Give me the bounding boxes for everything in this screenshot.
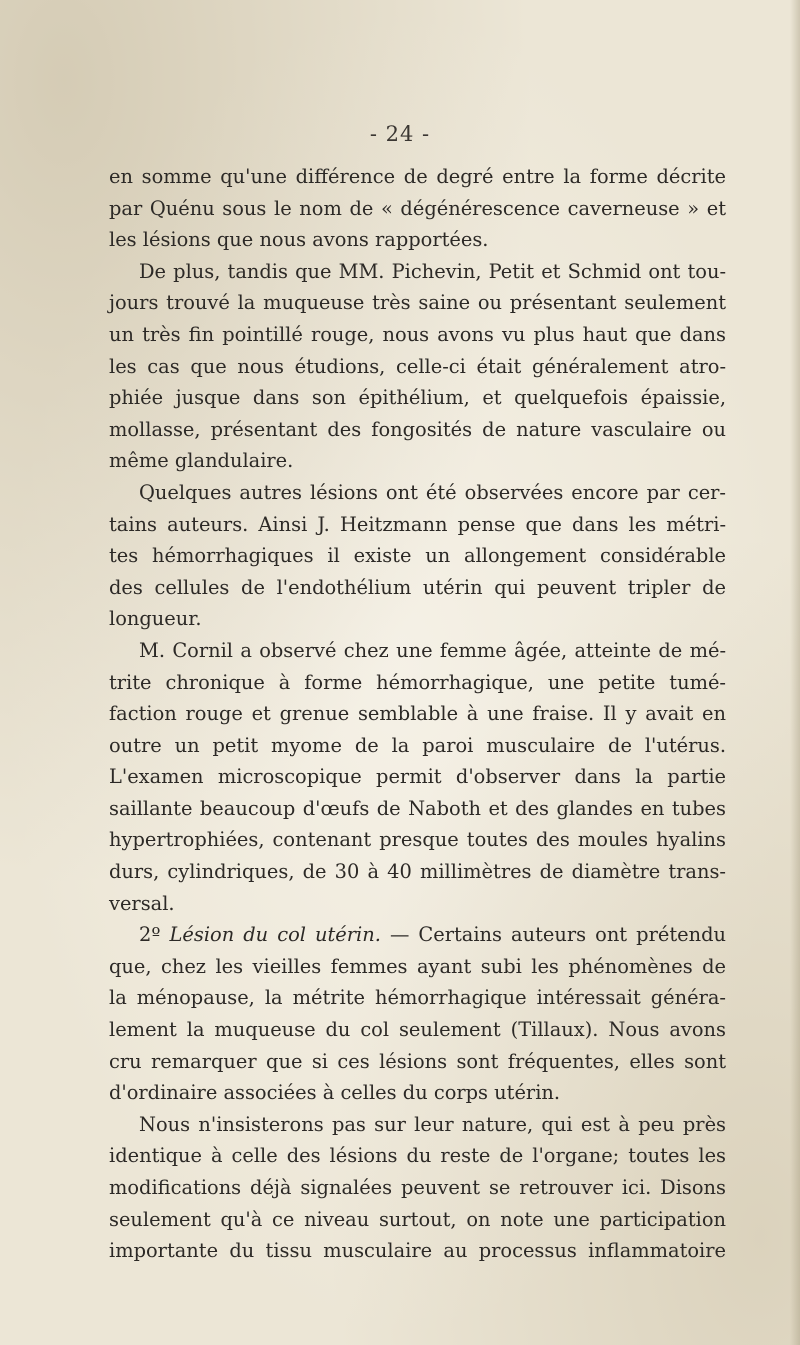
text-line: Quelques autres lésions ont été observées encore par cer- xyxy=(139,480,726,504)
text-line: mollasse, présentant des fongosités de nature vasculaire ou xyxy=(109,417,726,441)
text-line: hypertrophiées, contenant presque toutes des moules hyalins xyxy=(109,828,726,852)
text-line: Nous n'insisterons pas sur leur nature, qui est à peu près xyxy=(139,1112,726,1136)
text-line: identique à celle des lésions du reste de l'organe; toutes les xyxy=(109,1144,726,1168)
text-line: phiée jusque dans son épithélium, et quelquefois épaissie, xyxy=(109,386,726,410)
text-line: un très fin pointillé rouge, nous avons vu plus haut que dans xyxy=(109,322,726,346)
text-line: cru remarquer que si ces lésions sont fréquentes, elles sont xyxy=(109,1049,726,1073)
text-line: par Quénu sous le nom de « dégénérescence caverneuse » et xyxy=(109,196,726,220)
text-line: importante du tissu musculaire au processus inflammatoire xyxy=(109,1239,726,1263)
section-lead-text: — Certains auteurs ont prétendu xyxy=(389,923,726,947)
text-line: modifications déjà signalées peuvent se retrouver ici. Disons xyxy=(109,1176,726,1199)
text-line: longueur. xyxy=(109,607,202,631)
text-line: tes hémorrhagiques il existe un allongement considérable xyxy=(109,544,726,568)
section-number: 2º xyxy=(139,923,161,947)
text-line: outre un petit myome de la paroi musculaire de l'utérus. xyxy=(109,733,726,757)
section-title: Lésion du col utérin. xyxy=(169,923,381,947)
text-line: jours trouvé la muqueuse très saine ou présentant seulement xyxy=(109,291,726,315)
text-line: saillante beaucoup d'œufs de Naboth et des glandes en tubes xyxy=(109,796,726,820)
section-heading-line xyxy=(109,919,726,951)
text-line: seulement qu'à ce niveau surtout, on note une participation xyxy=(109,1207,726,1231)
text-line: De plus, tandis que MM. Pichevin, Petit et Schmid ont tou- xyxy=(139,259,726,283)
text-line: en somme qu'une différence de degré entre la forme décrite xyxy=(109,165,726,188)
text-line: faction rouge et grenue semblable à une fraise. Il y avait en xyxy=(109,702,726,726)
text-line: la ménopause, la métrite hémorrhagique intéressait généra- xyxy=(109,986,726,1010)
text-line: que, chez les vieilles femmes ayant subi les phénomènes de xyxy=(109,954,726,978)
text-line: tains auteurs. Ainsi J. Heitzmann pense que dans les métri- xyxy=(109,512,726,536)
page-edge-shadow xyxy=(790,0,800,1345)
text-line: trite chronique à forme hémorrhagique, une petite tumé- xyxy=(109,670,726,694)
text-line: des cellules de l'endothélium utérin qui peuvent tripler de xyxy=(109,575,726,599)
text-line: L'examen microscopique permit d'observer dans la partie xyxy=(109,765,726,789)
text-line: lement la muqueuse du col seulement (Tillaux). Nous avons xyxy=(109,1018,726,1042)
page-number: - 24 - xyxy=(369,122,431,146)
text-line: les cas que nous étudions, celle-ci était généralement atro- xyxy=(109,354,726,378)
text-line: même glandulaire. xyxy=(109,449,294,473)
text-line: versal. xyxy=(109,891,175,915)
body-text xyxy=(109,161,726,1267)
text-line: les lésions que nous avons rapportées. xyxy=(109,228,489,252)
text-line: durs, cylindriques, de 30 à 40 millimètres de diamètre trans- xyxy=(109,860,726,884)
text-line: M. Cornil a observé chez une femme âgée, atteinte de mé- xyxy=(139,638,726,662)
text-line: d'ordinaire associées à celles du corps utérin. xyxy=(109,1081,561,1105)
